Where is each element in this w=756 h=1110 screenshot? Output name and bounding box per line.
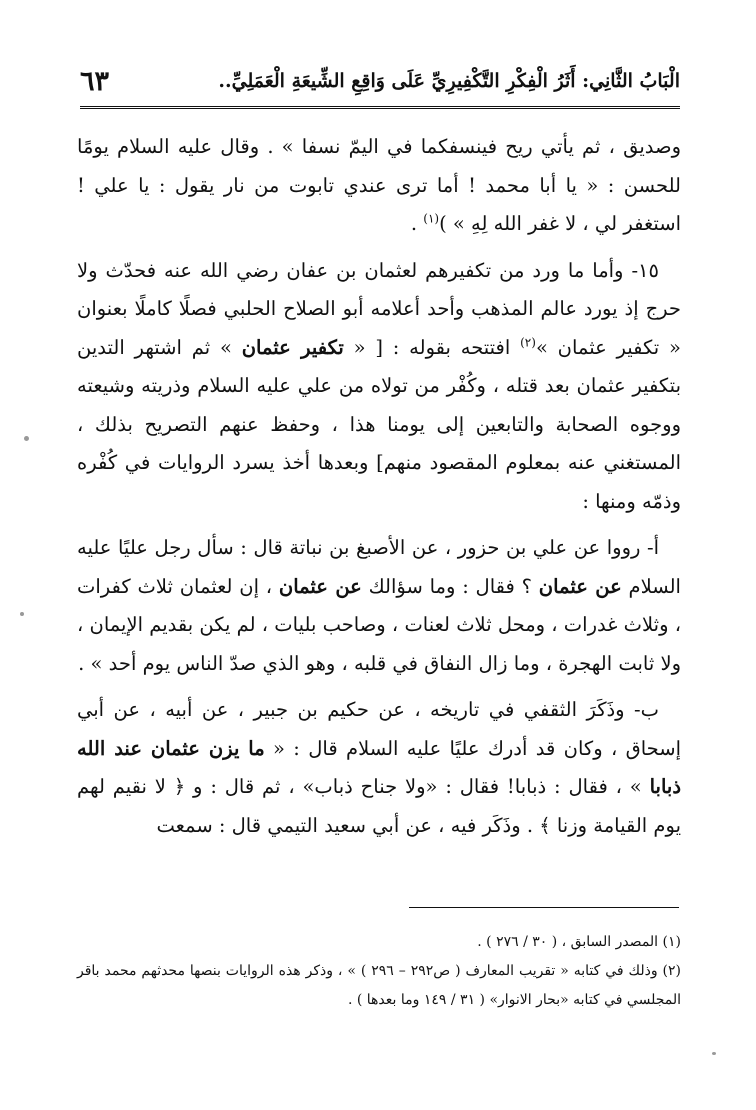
paragraph-4-text-a: ب- وذَكَرَ الثقفي في تاريخه ، عن حكيم بن جبير ، عن أبيه ، عن أبي إسحاق ، وكان قد أدرك عليًا عليه السلام قال : « (77, 698, 681, 760)
footnote-2-number: (٢) (662, 963, 682, 979)
paragraph-4 (77, 691, 681, 845)
paragraph-2 (77, 252, 681, 522)
footnote-ref-1: (١) (423, 211, 440, 226)
header-divider (80, 106, 680, 109)
scan-speck (24, 436, 29, 441)
scan-speck (20, 612, 24, 616)
footnote-divider (409, 907, 679, 908)
paragraph-1-end: . (410, 212, 424, 235)
paragraph-1-text: وصديق ، ثم يأتي ريح فينسفكما في اليمّ نسفا » . وقال عليه السلام يومًا للحسن : « يا أبا محمد ! أما ترى عندي تابوت من نار يقول : يا علي ! استغفر لي ، لا غفر الله لِهِ » ) (77, 135, 681, 235)
chapter-title: الْبَابُ الثَّانِي: أَثَرُ الْفِكْرِ التَّكْفِيرِيِّ عَلَى وَاقِعِ الشِّيعَةِ الْعَمَلِيِّ.. (218, 70, 680, 92)
paragraph-3-text-c: ، إن لعثمان ثلاث كفرات ، وثلاث غدرات ، ومحل ثلاث لعنات ، وصاحب بليات ، لم يكن بقديم الإيمان ، ولا ثابت الهجرة ، وما زال النفاق في قلبه ، وهو الذي صدّ الناس يوم أحد » . (77, 574, 681, 675)
paragraph-4-text-b: » ، فقال : ذبابا! فقال : «ولا جناح ذباب» ، ثم قال : و ﴿ لا نقيم لهم يوم القيامة وزنا ﴾ . وذَكَر فيه ، عن أبي سعيد التيمي قال : سمعت (77, 775, 681, 837)
paragraph-3-text-a: أ- رووا عن علي بن حزور ، عن الأصبغ بن نباتة قال : سأل رجل عليًا عليه السلام (77, 536, 681, 598)
emphasis-ma-yazin-uthman: ما يزن عثمان عند الله ذبابا (77, 736, 681, 798)
footnote-ref-2: (٢) (520, 335, 536, 349)
running-header (80, 58, 680, 104)
footnote-1-text: المصدر السابق ، ( ٣٠ / ٢٧٦ ) . (477, 934, 659, 950)
scan-speck (712, 1052, 716, 1055)
emphasis-an-uthman-1: عن عثمان (538, 574, 622, 598)
page-number: ٦٣ (80, 65, 110, 97)
footnote-1-number: (١) (662, 934, 681, 950)
paragraph-2-text-a: ١٥- وأما ما ورد من تكفيرهم لعثمان بن عفان رضي الله عنه فحدّث ولا حرج إذ يورد عالم المذهب وأحد أعلامه أبو الصلاح الحلبي فصلًا كاملًا بعنوان « تكفير عثمان » (77, 258, 681, 359)
footnotes (77, 928, 681, 1015)
footnote-2-text: وذلك في كتابه « تقريب المعارف ( ص٢٩٢ – ٢٩٦ ) » ، وذكر هذه الروايات بنصها محدثهم محمد باقر المجلسي في كتابه «بحار الانوار» ( ٣١ / ١٤٩ وما بعدها ) . (77, 963, 681, 1008)
paragraph-1 (77, 128, 681, 244)
footnote-1 (77, 928, 681, 957)
emphasis-an-uthman-2: عن عثمان (278, 574, 362, 598)
emphasis-takfir-uthman: تكفير عثمان (241, 335, 344, 359)
paragraph-3 (77, 529, 681, 683)
paragraph-2-text-c: » ثم اشتهر التدين بتكفير عثمان بعد قتله ، وكُفْر من تولاه من علي عليه السلام وذريته وشيعته ووجوه الصحابة والتابعين إلى يومنا هذا ، وحفظ عنهم التصريح بذلك ، المستغني عنه بمعلوم المقصود منهم] وبعدها أخذ يسرد الروايات في كُفْره وذمّه ومنها : (77, 335, 681, 513)
paragraph-3-text-b: ؟ فقال : وما سؤالك (361, 574, 539, 598)
main-text (77, 128, 681, 853)
paragraph-2-text-b: افتتحه بقوله : [ « (343, 335, 521, 359)
footnote-2 (77, 957, 681, 1015)
